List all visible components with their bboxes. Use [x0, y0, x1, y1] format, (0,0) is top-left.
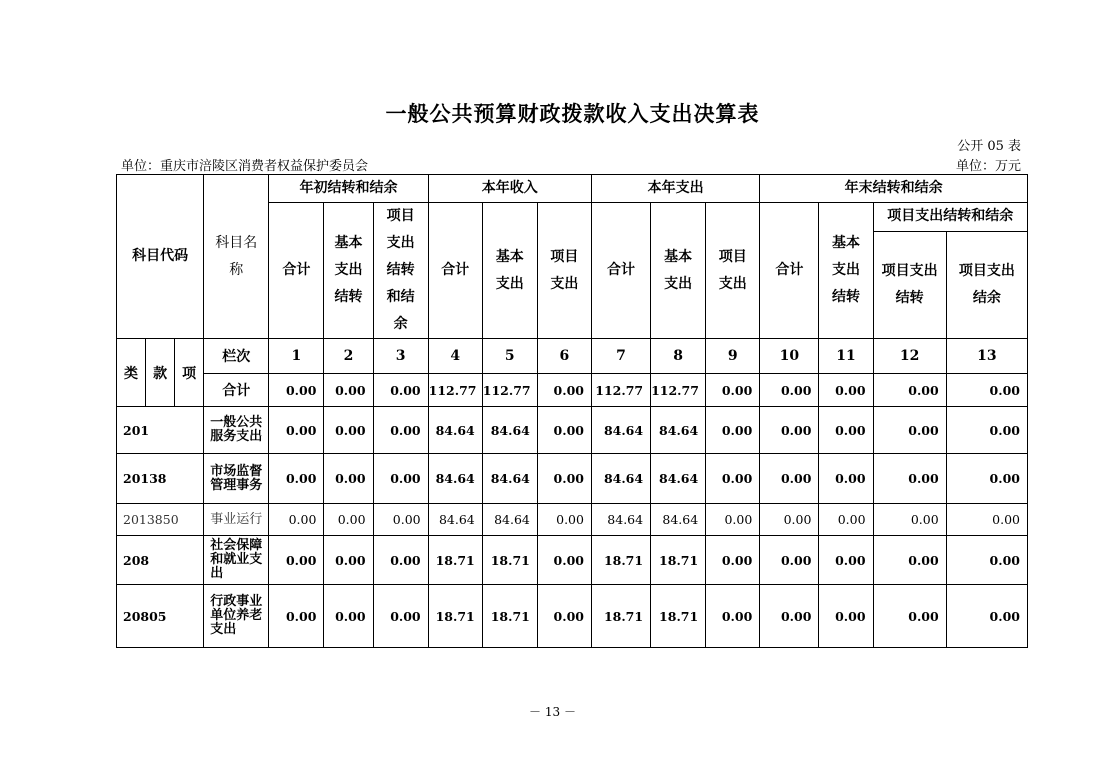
cell-value: 0.00 — [324, 454, 373, 504]
cell-value: 0.00 — [819, 536, 873, 585]
column-index-label: 栏次 — [204, 339, 269, 374]
cell-value: 84.64 — [482, 504, 537, 536]
column-number: 12 — [873, 339, 946, 374]
cell-value: 0.00 — [324, 536, 373, 585]
cell-value: 18.71 — [482, 536, 537, 585]
cell-value: 0.00 — [706, 407, 760, 454]
cell-value: 0.00 — [373, 454, 428, 504]
column-number: 13 — [946, 339, 1027, 374]
form-code: 公开 05 表 — [957, 139, 1021, 154]
cell-value: 0.00 — [706, 504, 760, 536]
header-expense-basic: 基本支出 — [651, 203, 706, 339]
cell-value: 0.00 — [819, 504, 873, 536]
cell-value: 0.00 — [760, 374, 819, 407]
cell-value: 0.00 — [537, 374, 591, 407]
header-begin-basic-carry: 基本支出结转 — [324, 203, 373, 339]
cell-value: 84.64 — [651, 454, 706, 504]
cell-value: 0.00 — [873, 536, 946, 585]
cell-value: 0.00 — [373, 536, 428, 585]
cell-value: 18.71 — [651, 536, 706, 585]
header-expense-project: 项目支出 — [706, 203, 760, 339]
table-row — [117, 504, 1028, 536]
cell-value: 0.00 — [324, 504, 373, 536]
header-income-project: 项目支出 — [537, 203, 591, 339]
cell-value: 112.77 — [428, 374, 482, 407]
cell-value: 84.64 — [428, 454, 482, 504]
cell-value: 0.00 — [373, 585, 428, 648]
cell-value: 84.64 — [651, 504, 706, 536]
header-group-income: 本年收入 — [428, 175, 591, 203]
header-xiang: 项 — [175, 339, 204, 407]
cell-value: 84.64 — [591, 407, 650, 454]
cell-value: 0.00 — [760, 536, 819, 585]
cell-value: 0.00 — [537, 504, 591, 536]
row-code: 208 — [117, 536, 204, 585]
row-name: 事业运行 — [204, 504, 269, 536]
table-row — [117, 536, 1028, 585]
header-lei: 类 — [117, 339, 146, 407]
cell-value: 0.00 — [324, 374, 373, 407]
header-expense-total: 合计 — [591, 203, 650, 339]
header-subject-name: 科目名称 — [204, 175, 269, 339]
cell-value: 0.00 — [946, 504, 1027, 536]
cell-value: 0.00 — [760, 504, 819, 536]
column-number: 10 — [760, 339, 819, 374]
column-number: 9 — [706, 339, 760, 374]
cell-value: 0.00 — [537, 585, 591, 648]
sum-row — [117, 374, 1028, 407]
row-code: 20138 — [117, 454, 204, 504]
cell-value: 0.00 — [760, 454, 819, 504]
cell-value: 0.00 — [819, 407, 873, 454]
cell-value: 18.71 — [591, 585, 650, 648]
row-name: 行政事业单位养老支出 — [204, 585, 269, 648]
unit-organization: 单位：重庆市涪陵区消费者权益保护委员会 — [121, 159, 369, 174]
row-name: 一般公共服务支出 — [204, 407, 269, 454]
cell-value: 18.71 — [591, 536, 650, 585]
cell-value: 18.71 — [428, 585, 482, 648]
cell-value: 112.77 — [651, 374, 706, 407]
column-number: 4 — [428, 339, 482, 374]
cell-value: 0.00 — [946, 374, 1027, 407]
page-number: － 13 － — [529, 705, 576, 719]
header-group-expense: 本年支出 — [591, 175, 759, 203]
cell-value: 0.00 — [706, 536, 760, 585]
header-income-basic: 基本支出 — [482, 203, 537, 339]
cell-value: 0.00 — [373, 374, 428, 407]
cell-value: 18.71 — [428, 536, 482, 585]
column-number: 6 — [537, 339, 591, 374]
cell-value: 0.00 — [819, 454, 873, 504]
cell-value: 0.00 — [760, 585, 819, 648]
cell-value: 84.64 — [591, 454, 650, 504]
table-row — [117, 585, 1028, 648]
cell-value: 112.77 — [482, 374, 537, 407]
cell-value: 0.00 — [946, 585, 1027, 648]
unit-currency: 单位：万元 — [955, 159, 1021, 174]
cell-value: 0.00 — [946, 454, 1027, 504]
cell-value: 0.00 — [324, 407, 373, 454]
cell-value: 18.71 — [482, 585, 537, 648]
cell-value: 84.64 — [482, 454, 537, 504]
header-end-project-carry: 项目支出结转 — [873, 231, 946, 338]
row-name: 市场监督管理事务 — [204, 454, 269, 504]
header-group-begin: 年初结转和结余 — [269, 175, 428, 203]
column-number: 3 — [373, 339, 428, 374]
cell-value: 0.00 — [706, 585, 760, 648]
cell-value: 0.00 — [537, 536, 591, 585]
cell-value: 0.00 — [537, 454, 591, 504]
cell-value: 0.00 — [269, 585, 324, 648]
header-end-project-surplus: 项目支出结余 — [946, 231, 1027, 338]
row-code: 20805 — [117, 585, 204, 648]
page-title: 一般公共预算财政拨款收入支出决算表 — [385, 101, 760, 126]
cell-value: 0.00 — [873, 585, 946, 648]
header-end-total: 合计 — [760, 203, 819, 339]
cell-value: 0.00 — [269, 536, 324, 585]
cell-value: 0.00 — [819, 374, 873, 407]
cell-value: 0.00 — [946, 407, 1027, 454]
cell-value: 84.64 — [591, 504, 650, 536]
budget-table — [116, 174, 1028, 648]
cell-value: 0.00 — [324, 585, 373, 648]
header-begin-project-carry-surplus: 项目支出结转和结余 — [373, 203, 428, 339]
header-begin-total: 合计 — [269, 203, 324, 339]
cell-value: 84.64 — [428, 504, 482, 536]
column-number: 2 — [324, 339, 373, 374]
cell-value: 84.64 — [482, 407, 537, 454]
header-subject-code: 科目代码 — [117, 175, 204, 339]
header-group-project-end: 项目支出结转和结余 — [873, 203, 1027, 232]
header-kuan: 款 — [146, 339, 175, 407]
cell-value: 18.71 — [651, 585, 706, 648]
column-number: 8 — [651, 339, 706, 374]
cell-value: 0.00 — [873, 374, 946, 407]
table-row — [117, 407, 1028, 454]
row-code: 2013850 — [117, 504, 204, 536]
table-row — [117, 454, 1028, 504]
header-end-basic-carry: 基本支出结转 — [819, 203, 873, 339]
column-number: 11 — [819, 339, 873, 374]
cell-value: 84.64 — [428, 407, 482, 454]
column-number: 7 — [591, 339, 650, 374]
cell-value: 0.00 — [269, 504, 324, 536]
sum-label: 合计 — [204, 374, 269, 407]
cell-value: 0.00 — [537, 407, 591, 454]
header-income-total: 合计 — [428, 203, 482, 339]
row-name: 社会保障和就业支出 — [204, 536, 269, 585]
cell-value: 0.00 — [946, 536, 1027, 585]
cell-value: 0.00 — [269, 407, 324, 454]
cell-value: 112.77 — [591, 374, 650, 407]
cell-value: 0.00 — [373, 407, 428, 454]
cell-value: 0.00 — [373, 504, 428, 536]
cell-value: 84.64 — [651, 407, 706, 454]
cell-value: 0.00 — [269, 374, 324, 407]
cell-value: 0.00 — [269, 454, 324, 504]
cell-value: 0.00 — [873, 407, 946, 454]
column-number: 5 — [482, 339, 537, 374]
cell-value: 0.00 — [706, 374, 760, 407]
cell-value: 0.00 — [760, 407, 819, 454]
cell-value: 0.00 — [819, 585, 873, 648]
header-group-end: 年末结转和结余 — [760, 175, 1028, 203]
cell-value: 0.00 — [873, 504, 946, 536]
cell-value: 0.00 — [873, 454, 946, 504]
row-code: 201 — [117, 407, 204, 454]
cell-value: 0.00 — [706, 454, 760, 504]
column-number: 1 — [269, 339, 324, 374]
